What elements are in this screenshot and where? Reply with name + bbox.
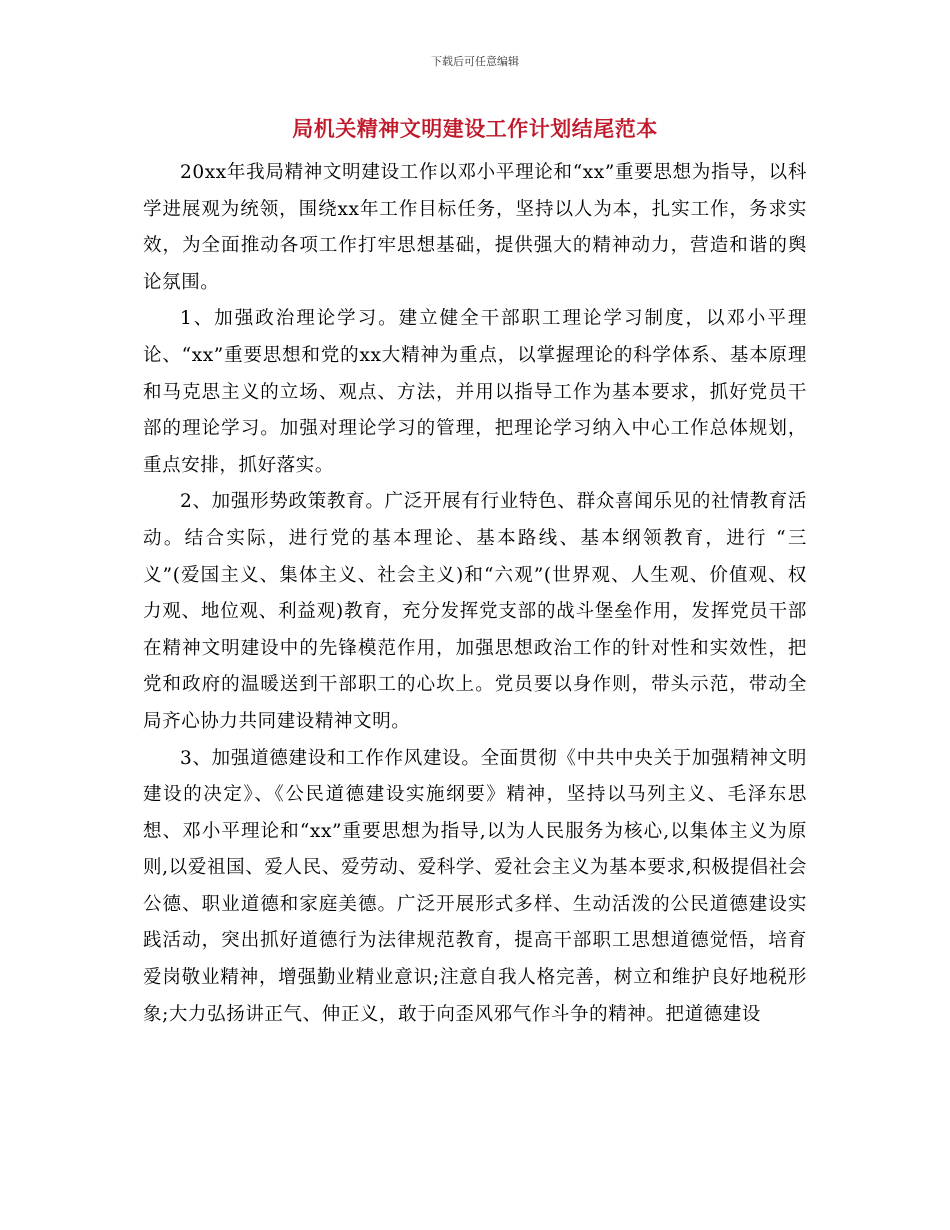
document-title: 局机关精神文明建设工作计划结尾范本 — [292, 116, 658, 141]
header-note: 下载后可任意编辑 — [431, 55, 519, 68]
paragraph-intro: 20xx年我局精神文明建设工作以邓小平理论和“xx”重要思想为指导，以科学进展观为统领，围绕xx年工作目标任务，坚持以人为本，扎实工作，务求实效，为全面推动各项工作打牢思想基础，提供强大的精神动力，营造和谐的舆论氛围。 — [143, 162, 807, 293]
paragraph-moral-construction: 3、加强道德建设和工作作风建设。全面贯彻《中共中央关于加强精神文明建设的决定》、《公民道德建设实施纲要》精神，坚持以马列主义、毛泽东思想、邓小平理论和“xx”重要思想为指导,以为人民服务为核心,以集体主义为原则,以爱祖国、爱人民、爱劳动、爱科学、爱社会主义为基本要求,积极提倡社会公德、职业道德和家庭美德。广泛开展形式多样、生动活泼的公民道德建设实践活动，突出抓好道德行为法律规范教育，提高干部职工思想道德觉悟，培育爱岗敬业精神，增强勤业精业意识;注意自我人格完善，树立和维护良好地税形象;大力弘扬讲正气、伸正义，敢于向歪风邪气作斗争的精神。把道德建设 — [143, 747, 807, 1025]
document-body — [143, 155, 807, 1033]
paragraph-political-theory: 1、加强政治理论学习。建立健全干部职工理论学习制度，以邓小平理论、“xx”重要思想和党的xx大精神为重点，以掌握理论的科学体系、基本原理和马克思主义的立场、观点、方法，并用以指导工作为基本要求，抓好党员干部的理论学习。加强对理论学习的管理，把理论学习纳入中心工作总体规划，重点安排，抓好落实。 — [143, 308, 807, 476]
paragraph-policy-education: 2、加强形势政策教育。广泛开展有行业特色、群众喜闻乐见的社情教育活动。结合实际，进行党的基本理论、基本路线、基本纲领教育，进行 “三义”(爱国主义、集体主义、社会主义)和“六观”(世界观、人生观、价值观、权力观、地位观、利益观)教育，充分发挥党支部的战斗堡垒作用，发挥党员干部在精神文明建设中的先锋模范作用，加强思想政治工作的针对性和实效性，把党和政府的温暖送到干部职工的心坎上。党员要以身作则，带头示范，带动全局齐心协力共同建设精神文明。 — [143, 491, 807, 732]
